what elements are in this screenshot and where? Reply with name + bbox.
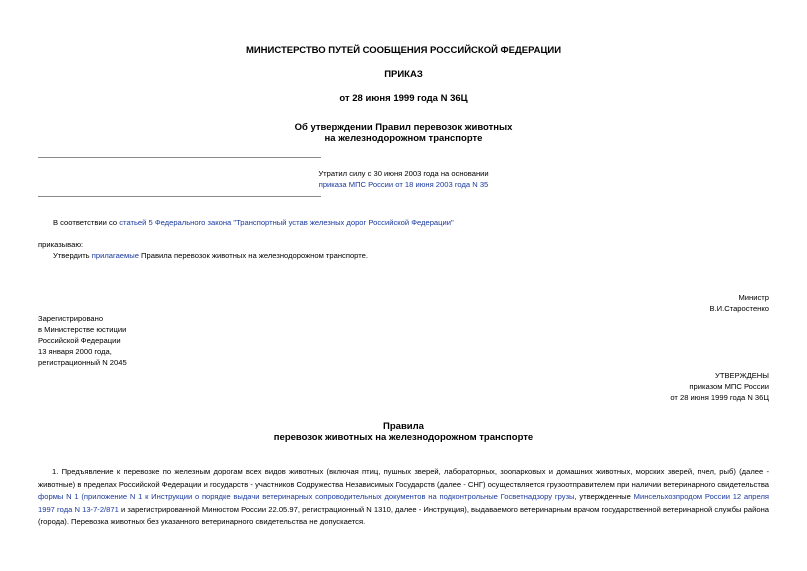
approved-line: от 28 июня 1999 года N 36Ц <box>670 393 769 402</box>
preamble-prefix: В соответствии со <box>53 218 120 227</box>
registration-line: 13 января 2000 года, <box>38 347 112 356</box>
registration-line: регистрационный N 2045 <box>38 358 127 367</box>
law-article-link[interactable]: статьей 5 Федерального закона "Транспортный устав железных дорог Российской Федерации" <box>119 218 454 227</box>
approve-sentence <box>53 250 368 261</box>
signature <box>709 292 769 314</box>
orders-word: приказываю: <box>38 240 84 249</box>
registration-block <box>38 313 127 368</box>
document-title-line1: Об утверждении Правил перевозок животных <box>294 122 513 133</box>
approved-line: приказом МПС России <box>689 382 769 391</box>
rules-title-line2: перевозок животных на железнодорожном транспорте <box>273 432 534 443</box>
signature-position: Министр <box>738 293 769 302</box>
rules-paragraph-1 <box>38 466 769 529</box>
ministry-agriculture-link[interactable]: Минсельхозпродом России 12 апреля 1997 года N 13-7-2/871 <box>38 492 769 514</box>
signature-name: В.И.Старостенко <box>709 304 769 313</box>
document-title-line2: на железнодорожном транспорте <box>324 133 483 144</box>
approve-prefix: Утвердить <box>53 251 92 260</box>
ministry-heading: МИНИСТЕРСТВО ПУТЕЙ СООБЩЕНИЯ РОССИЙСКОЙ ФЕДЕРАЦИИ <box>245 45 562 56</box>
repeal-note-line1: Утратил силу с 30 июня 2003 года на основании <box>318 169 489 178</box>
order-heading: ПРИКАЗ <box>384 69 423 80</box>
paragraph-text: 1. Предъявление к перевозке по железным дорогам всех видов животных (включая птиц, пушных зверей, лабораторных, зоопарковых и домашних животных, морских зверей, пчел, рыб) (далее - животные) в пределах Российской Федерации и государств - участников Содружества Независимых Государств (далее - СНГ) осуществляется грузоотправителем при наличии ветеринарного свидетельства <box>38 467 769 489</box>
order-date: от 28 июня 1999 года N 36Ц <box>339 93 468 104</box>
registration-line: в Министерстве юстиции <box>38 325 127 334</box>
paragraph-text: и зарегистрированной Минюстом России 22.05.97, регистрационный N 1310, далее - Инструкция), выдаваемого ветеринарным врачом государственной ветеринарной службы района (города). Перевозка животных без указанного ветеринарного свидетельства не допускается. <box>38 504 769 526</box>
attached-rules-link[interactable]: прилагаемые <box>91 251 139 260</box>
divider-bottom <box>38 196 321 197</box>
preamble <box>53 217 454 228</box>
approved-line: УТВЕРЖДЕНЫ <box>715 371 769 380</box>
repeal-order-link[interactable]: приказа МПС России от 18 июня 2003 года N 35 <box>318 180 489 189</box>
rules-title-line1: Правила <box>383 421 424 432</box>
registration-line: Зарегистрировано <box>38 314 104 323</box>
registration-line: Российской Федерации <box>38 336 121 345</box>
paragraph-text: , утвержденные <box>574 492 634 501</box>
divider-top <box>38 157 321 158</box>
approved-block <box>670 370 769 403</box>
approve-suffix: Правила перевозок животных на железнодорожном транспорте. <box>138 251 368 260</box>
form-1-link[interactable]: формы N 1 (приложение N 1 к Инструкции о порядке выдачи ветеринарных сопроводительных документов на подконтрольные Госветнадзору грузы <box>38 492 575 501</box>
repeal-note <box>0 168 807 190</box>
